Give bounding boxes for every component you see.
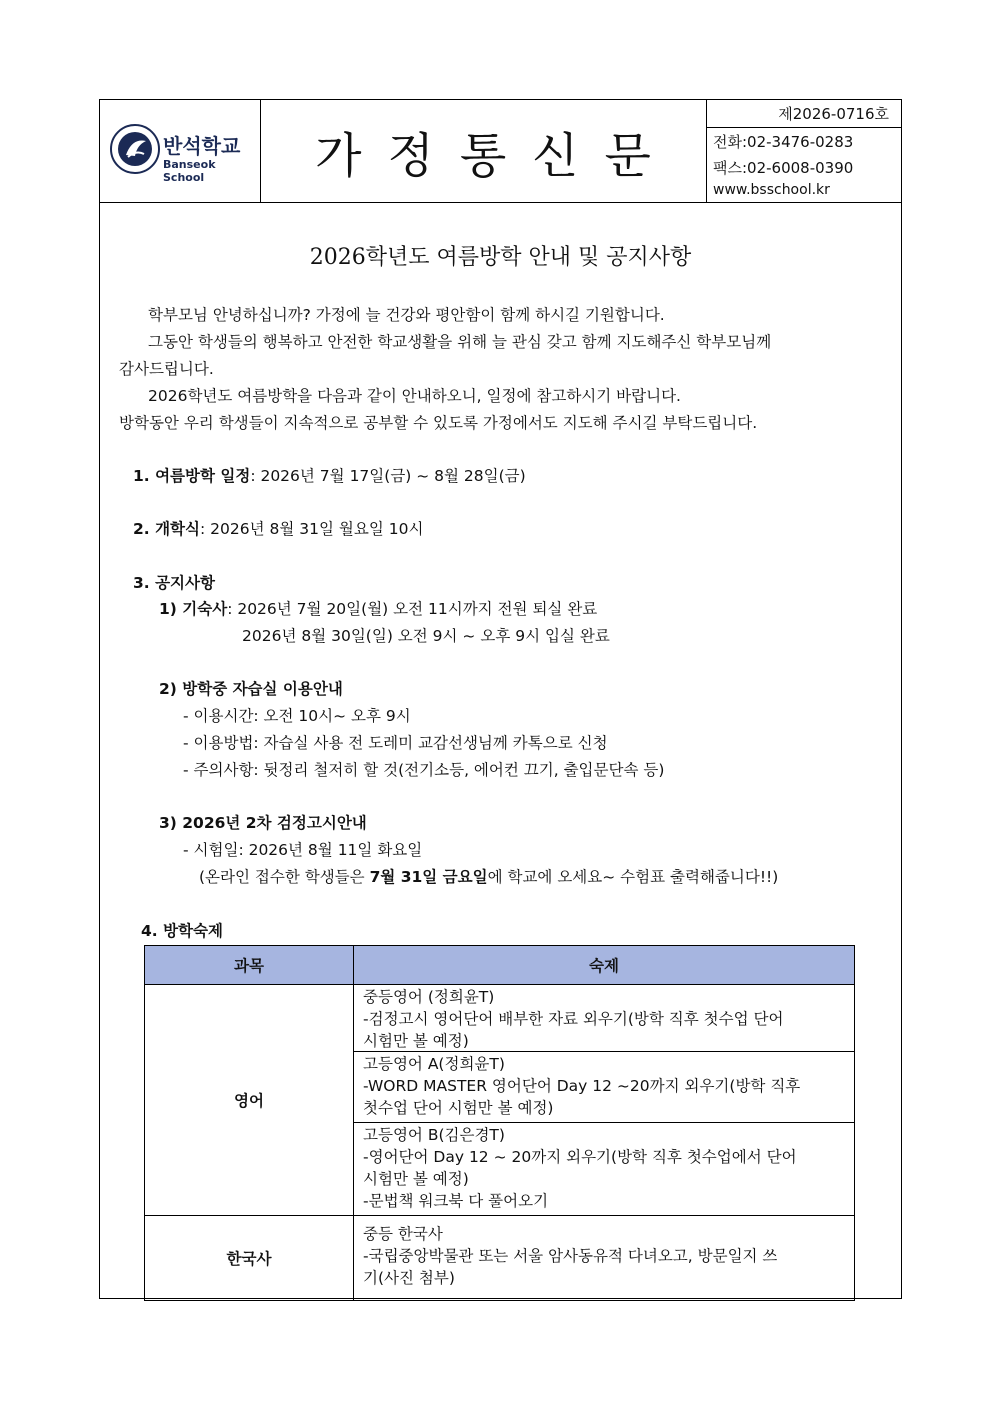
dorm-line: 2026년 8월 30일(일) 오전 9시 ~ 오후 9시 입실 완료 xyxy=(242,627,610,645)
subject-cell: 영어 xyxy=(145,985,354,1216)
homework-line: -검정고시 영어단어 배부한 자료 외우기(방학 직후 첫수업 단어 xyxy=(363,1010,784,1028)
homework-block xyxy=(355,1124,853,1214)
vacation-schedule-label: 1. 여름방학 일정 xyxy=(133,467,251,485)
intro-line: 그동안 학생들의 행복하고 안전한 학교생활을 위해 늘 관심 갖고 함께 지도해주신 학부모님께 xyxy=(148,333,772,351)
fax-number: 팩스:02-6008-0390 xyxy=(713,159,854,177)
phone-number: 전화:02-3476-0283 xyxy=(713,133,854,151)
table-row xyxy=(145,1216,855,1301)
website-link[interactable]: www.bsschool.kr xyxy=(713,182,830,198)
homework-line: -문법책 워크북 다 풀어오기 xyxy=(363,1192,549,1210)
homework-line: 시험만 볼 예정) xyxy=(363,1170,469,1188)
info-cell xyxy=(706,100,901,202)
homework-line: 첫수업 단어 시험만 볼 예정) xyxy=(363,1099,554,1117)
opening-ceremony-value: : 2026년 8월 31일 월요일 10시 xyxy=(200,520,424,538)
dorm-line: : 2026년 7월 20일(월) 오전 11시까지 전원 퇴실 완료 xyxy=(227,600,598,618)
intro-line: 방학동안 우리 학생들이 지속적으로 공부할 수 있도록 가정에서도 지도해 주시길 부탁드립니다. xyxy=(119,414,758,432)
notices-heading: 3. 공지사항 xyxy=(133,574,215,592)
homework-block xyxy=(355,1053,853,1121)
exam-date: - 시험일: 2026년 8월 11일 화요일 xyxy=(183,841,423,859)
homework-line: 기(사진 첨부) xyxy=(363,1269,455,1287)
homework-line: -영어단어 Day 12 ~ 20까지 외우기(방학 직후 첫수업에서 단어 xyxy=(363,1148,797,1166)
homework-table xyxy=(144,945,855,1301)
subject-cell: 한국사 xyxy=(145,1216,354,1301)
homework-line: 고등영어 A(정희윤T) xyxy=(363,1055,505,1073)
doc-title: 가정통신문 xyxy=(315,127,677,184)
title-cell xyxy=(260,100,707,202)
header xyxy=(100,100,901,203)
homework-line: 중등 한국사 xyxy=(363,1225,443,1243)
homework-cell xyxy=(354,1052,855,1123)
subject-header: 과목 xyxy=(145,946,354,985)
homework-line: -WORD MASTER 영어단어 Day 12 ~20까지 외우기(방학 직후 xyxy=(363,1077,801,1095)
homework-line: -국립중앙박물관 또는 서울 암사동유적 다녀오고, 방문일지 쓰 xyxy=(363,1247,778,1265)
intro-line: 2026학년도 여름방학을 다음과 같이 안내하오니, 일정에 참고하시기 바랍니다. xyxy=(148,387,681,405)
study-room-item: - 주의사항: 뒷정리 철저히 할 것(전기소등, 에어컨 끄기, 출입문단속 등) xyxy=(183,761,665,779)
opening-ceremony xyxy=(133,517,423,539)
logo-cell xyxy=(100,100,261,202)
homework-cell xyxy=(354,1123,855,1216)
table-row xyxy=(145,985,855,1052)
homework-block xyxy=(355,1217,853,1299)
table-header-row xyxy=(145,946,855,985)
exam-note xyxy=(199,865,778,887)
exam-heading: 3) 2026년 2차 검정고시안내 xyxy=(159,814,367,832)
intro-line: 학부모님 안녕하십니까? 가정에 늘 건강와 평안함이 함께 하시길 기원합니다. xyxy=(148,306,665,324)
doc-number: 제2026-0716호 xyxy=(706,100,901,128)
exam-note-text: 에 학교에 오세요~ 수험표 출력해줍니다!!) xyxy=(487,868,779,886)
exam-note-text: (온라인 접수한 학생들은 xyxy=(199,868,370,886)
opening-ceremony-label: 2. 개학식 xyxy=(133,520,200,538)
exam-note-date: 7월 31일 금요일 xyxy=(369,868,488,886)
main-title: 2026학년도 여름방학 안내 및 공지사항 xyxy=(309,245,692,270)
study-room-heading: 2) 방학중 자습실 이용안내 xyxy=(159,680,343,698)
homework-line: 중등영어 (정희윤T) xyxy=(363,988,495,1006)
homework-line: 시험만 볼 예정) xyxy=(363,1032,469,1050)
homework-block xyxy=(355,986,853,1050)
homework-heading: 4. 방학숙제 xyxy=(141,922,223,940)
homework-header: 숙제 xyxy=(354,946,855,985)
school-name-ko: 반석학교 xyxy=(163,134,241,158)
study-room-item: - 이용방법: 자습실 사용 전 도레미 교감선생님께 카톡으로 신청 xyxy=(183,734,608,752)
homework-cell xyxy=(354,1216,855,1301)
school-emblem-icon xyxy=(110,124,160,174)
vacation-schedule-value: : 2026년 7월 17일(금) ~ 8월 28일(금) xyxy=(250,467,526,485)
study-room-item: - 이용시간: 오전 10시~ 오후 9시 xyxy=(183,707,411,725)
dorm-label: 1) 기숙사 xyxy=(159,600,228,618)
school-name-en: Banseok School xyxy=(163,158,216,184)
homework-cell xyxy=(354,985,855,1052)
intro-line: 감사드립니다. xyxy=(119,360,214,378)
notice-frame xyxy=(99,99,902,1299)
homework-line: 고등영어 B(김은경T) xyxy=(363,1126,505,1144)
vacation-schedule xyxy=(133,464,526,486)
dorm-notice xyxy=(159,597,597,619)
